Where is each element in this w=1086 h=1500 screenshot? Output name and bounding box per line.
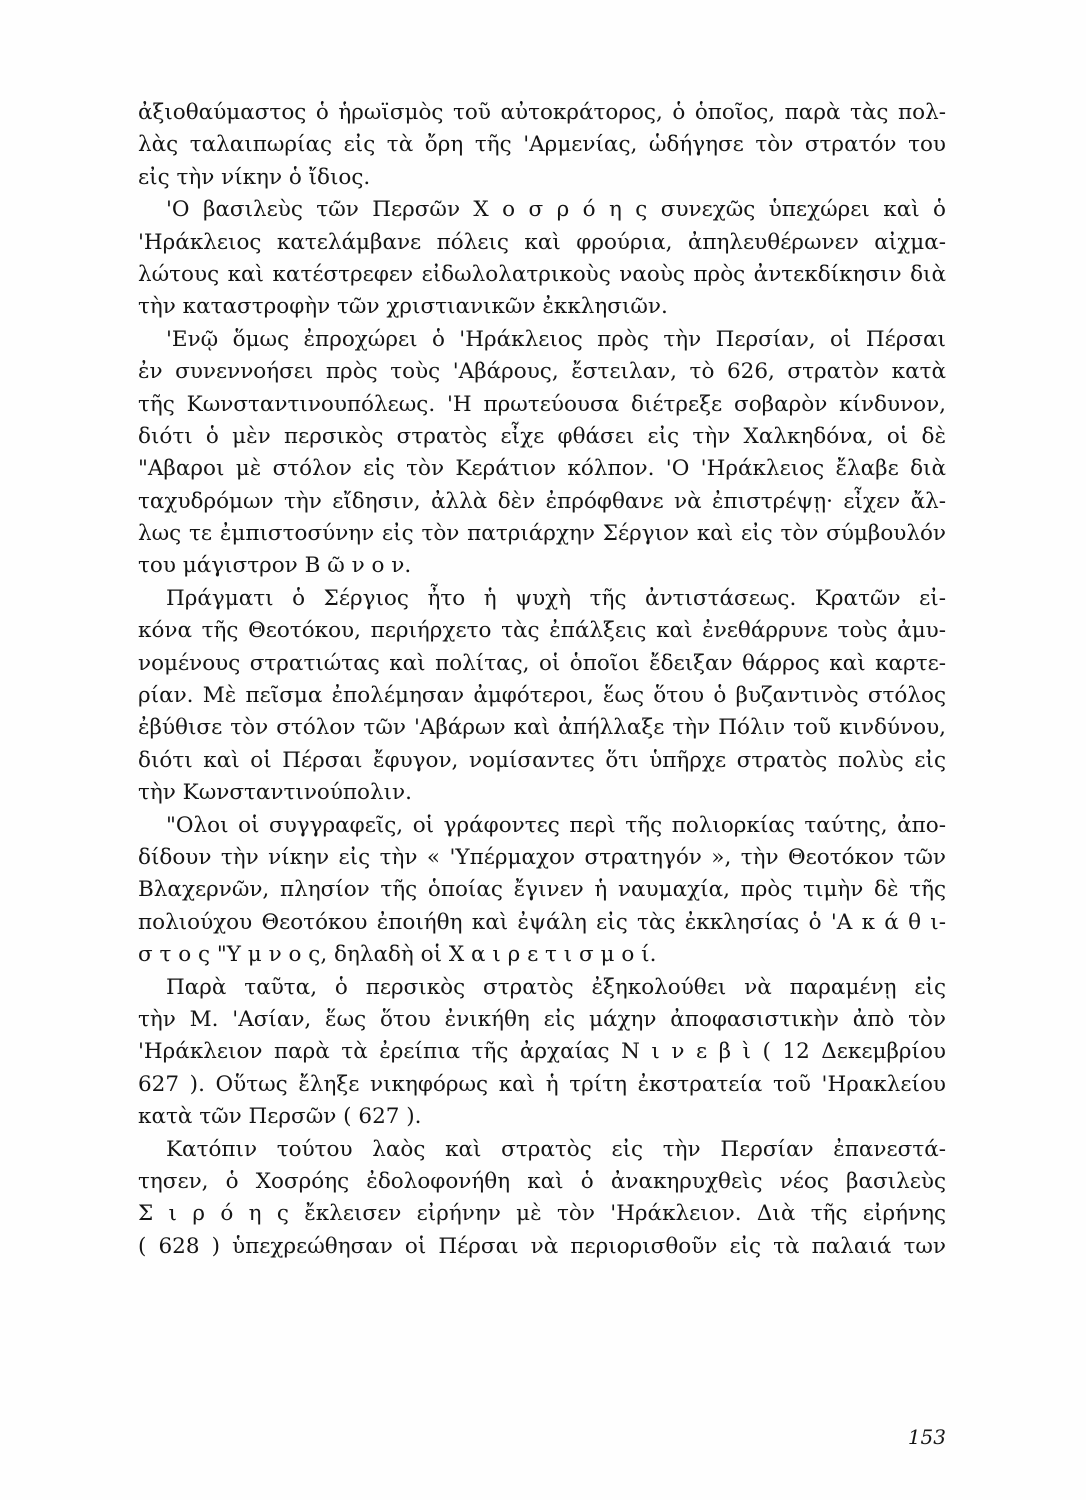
- text-line: τὴν Μ. 'Ασίαν, ἕως ὅτου ἐνικήθη εἰς μάχην ἀποφασιστικὴν ἀπὸ τὸν: [138, 1006, 946, 1032]
- text-line: δίδουν τὴν νίκην εἰς τὴν « 'Υπέρμαχον στρατηγόν », τὴν Θεοτόκον τῶν: [138, 844, 946, 870]
- text-line: κατὰ τῶν Περσῶν ( 627 ).: [138, 1104, 422, 1130]
- text-line: κόνα τῆς Θεοτόκου, περιήρχετο τὰς ἐπάλξεις καὶ ἐνεθάρρυνε τοὺς ἀμυ-: [138, 618, 946, 644]
- text-line: τησεν, ὁ Χοσρόης ἐδολοφονήθη καὶ ὁ ἀνακηρυχθεὶς νέος βασιλεὺς: [138, 1168, 946, 1194]
- text-line: Σ ι ρ ό η ς ἔκλεισεν εἰρήνην μὲ τὸν 'Ηράκλειον. Διὰ τῆς εἰρήνης: [138, 1201, 946, 1227]
- text-line: διότι καὶ οἱ Πέρσαι ἔφυγον, νομίσαντες ὅτι ὑπῆρχε στρατὸς πολὺς εἰς: [138, 747, 946, 773]
- text-line: Βλαχερνῶν, πλησίον τῆς ὁποίας ἔγινεν ἡ ναυμαχία, πρὸς τιμὴν δὲ τῆς: [138, 877, 946, 903]
- page-number: 153: [907, 1425, 946, 1449]
- text-line: ἐν συνεννοήσει πρὸς τοὺς 'Αβάρους, ἔστειλαν, τὸ 626, στρατὸν κατὰ: [138, 359, 946, 385]
- text-line: του μάγιστρον Β ῶ ν ο ν.: [138, 553, 412, 579]
- text-line: πολιούχου Θεοτόκου ἐποιήθη καὶ ἐψάλη εἰς τὰς ἐκκλησίας ὁ 'Α κ ά θ ι-: [138, 909, 946, 935]
- text-line: νομένους στρατιώτας καὶ πολίτας, οἱ ὁποῖοι ἔδειξαν θάρρος καὶ καρτε-: [138, 650, 946, 676]
- text-line: διότι ὁ μὲν περσικὸς στρατὸς εἶχε φθάσει εἰς τὴν Χαλκηδόνα, οἱ δὲ: [138, 423, 946, 449]
- text-line: Πράγματι ὁ Σέργιος ἦτο ἡ ψυχὴ τῆς ἀντιστάσεως. Κρατῶν εἰ-: [166, 585, 946, 611]
- text-line: ρίαν. Μὲ πεῖσμα ἐπολέμησαν ἀμφότεροι, ἕως ὅτου ὁ βυζαντινὸς στόλος: [138, 683, 946, 709]
- text-line: Παρὰ ταῦτα, ὁ περσικὸς στρατὸς ἐξηκολούθει νὰ παραμένῃ εἰς: [166, 974, 946, 1000]
- text-line: 'Ο βασιλεὺς τῶν Περσῶν Χ ο σ ρ ό η ς συνεχῶς ὑπεχώρει καὶ ὁ: [166, 197, 946, 223]
- text-line: σ τ ο ς "Υ μ ν ο ς, δηλαδὴ οἱ Χ α ι ρ ε τ ι σ μ ο ί.: [138, 942, 657, 968]
- text-line: ( 628 ) ὑπεχρεώθησαν οἱ Πέρσαι νὰ περιορισθοῦν εἰς τὰ παλαιά των: [138, 1233, 946, 1259]
- text-line: 627 ). Οὕτως ἔληξε νικηφόρως καὶ ἡ τρίτη ἐκστρατεία τοῦ 'Ηρακλείου: [138, 1071, 946, 1097]
- text-line: "Αβαροι μὲ στόλον εἰς τὸν Κεράτιον κόλπον. 'Ο 'Ηράκλειος ἔλαβε διὰ: [138, 456, 946, 482]
- text-line: ἐβύθισε τὸν στόλον τῶν 'Αβάρων καὶ ἀπήλλαξε τὴν Πόλιν τοῦ κινδύνου,: [138, 715, 946, 741]
- text-line: 'Ηράκλειος κατελάμβανε πόλεις καὶ φρούρια, ἀπηλευθέρωνεν αἰχμα-: [138, 229, 946, 255]
- text-line: λως τε ἐμπιστοσύνην εἰς τὸν πατριάρχην Σέργιον καὶ εἰς τὸν σύμβουλόν: [138, 521, 946, 547]
- body-text: [138, 97, 946, 1263]
- text-line: εἰς τὴν νίκην ὁ ἴδιος.: [138, 164, 371, 190]
- text-line: 'Ενῷ ὅμως ἐπροχώρει ὁ 'Ηράκλειος πρὸς τὴν Περσίαν, οἱ Πέρσαι: [166, 326, 946, 352]
- text-line: ἀξιοθαύμαστος ὁ ἡρωϊσμὸς τοῦ αὐτοκράτορος, ὁ ὁποῖος, παρὰ τὰς πολ-: [138, 100, 946, 125]
- text-line: λὰς ταλαιπωρίας εἰς τὰ ὄρη τῆς 'Αρμενίας, ὡδήγησε τὸν στρατόν του: [138, 132, 946, 158]
- text-line: Κατόπιν τούτου λαὸς καὶ στρατὸς εἰς τὴν Περσίαν ἐπανεστά-: [166, 1136, 946, 1162]
- text-line: 'Ηράκλειον παρὰ τὰ ἐρείπια τῆς ἀρχαίας Ν ι ν ε β ὶ ( 12 Δεκεμβρίου: [138, 1039, 946, 1065]
- text-line: τὴν Κωνσταντινούπολιν.: [138, 780, 412, 806]
- text-line: τὴν καταστροφὴν τῶν χριστιανικῶν ἐκκλησιῶν.: [138, 294, 668, 320]
- text-line: "Ολοι οἱ συγγραφεῖς, οἱ γράφοντες περὶ τῆς πολιορκίας ταύτης, ἀπο-: [166, 812, 946, 838]
- text-line: ταχυδρόμων τὴν εἴδησιν, ἀλλὰ δὲν ἐπρόφθανε νὰ ἐπιστρέψῃ· εἶχεν ἄλ-: [138, 488, 946, 514]
- text-line: τῆς Κωνσταντινουπόλεως. 'Η πρωτεύουσα διέτρεξε σοβαρὸν κίνδυνον,: [138, 391, 946, 417]
- text-line: λώτους καὶ κατέστρεφεν εἰδωλολατρικοὺς ναοὺς πρὸς ἀντεκδίκησιν διὰ: [138, 261, 946, 287]
